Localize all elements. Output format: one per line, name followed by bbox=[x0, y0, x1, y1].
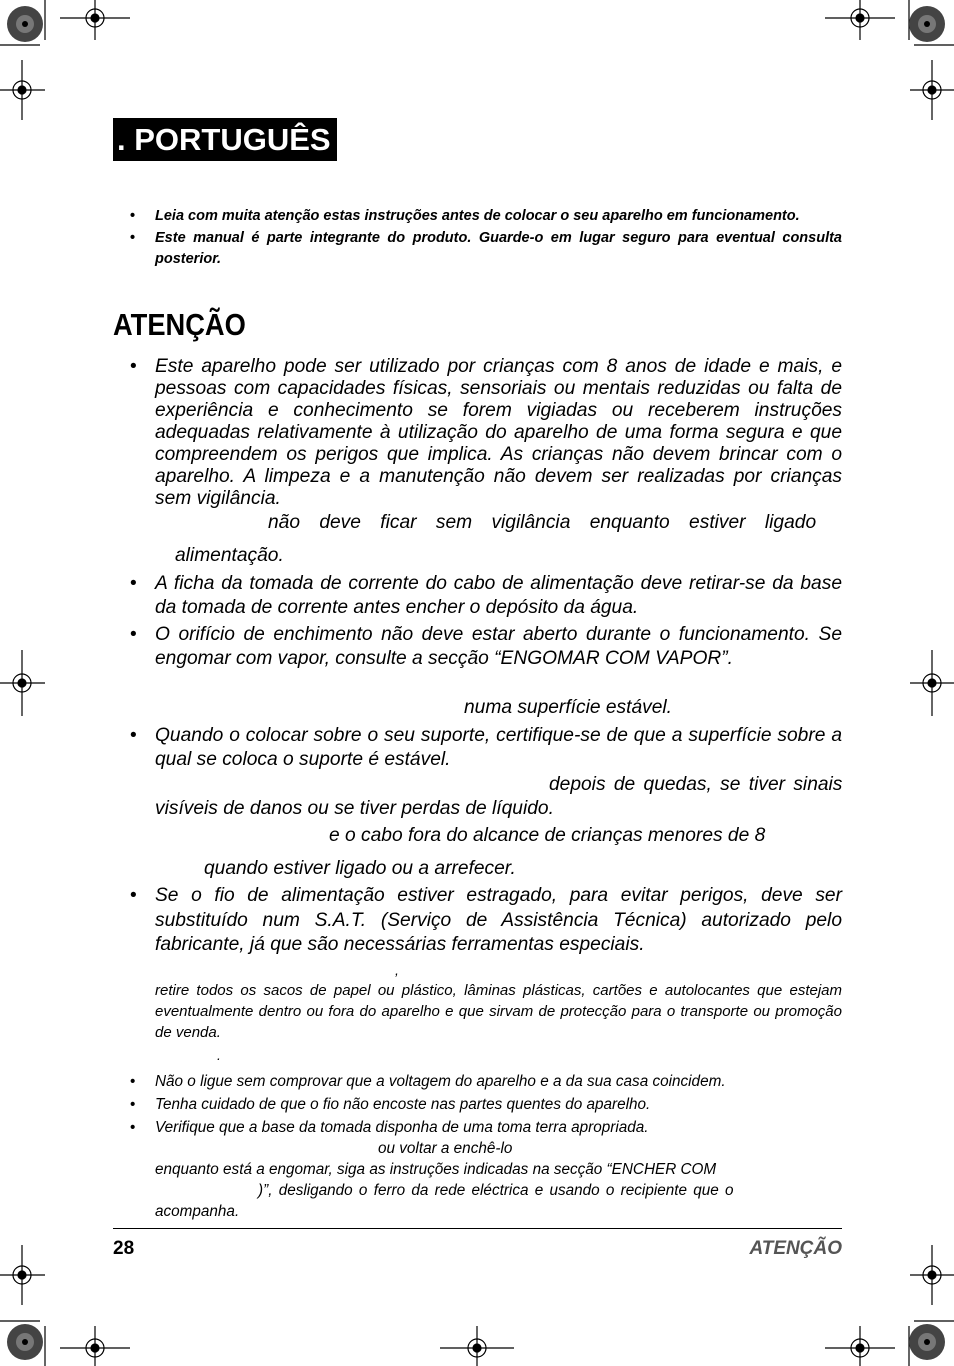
warning-text: O orifício de enchimento não deve estar aberto durante o funcionamento. Se engomar com vapor, consulte a secção “ENGOMAR COM VAPOR”. bbox=[155, 624, 842, 669]
star-target-mark bbox=[909, 6, 945, 42]
crosshair-mark bbox=[910, 650, 954, 716]
warning-list-small bbox=[130, 1071, 842, 1138]
crosshair-mark bbox=[0, 1245, 45, 1305]
bullet: • bbox=[130, 725, 137, 746]
warning-item bbox=[130, 356, 842, 510]
intro-note-text: Este manual é parte integrante do produto. Guarde-o em lugar seguro para eventual consulta posterior. bbox=[155, 230, 842, 267]
warning-text: Se o fio de alimentação estiver estragado, para evitar perigos, deve ser substituído num S.A.T. (Serviço de Assistência Técnica) autorizado pelo fabricante, já que são necessárias ferramentas especiais. bbox=[155, 885, 842, 955]
crosshair-mark bbox=[825, 0, 895, 40]
running-head: ATENÇÃO bbox=[749, 1238, 842, 1259]
bullet: • bbox=[130, 1073, 136, 1090]
star-target-mark bbox=[909, 1324, 945, 1360]
star-target-mark bbox=[7, 1324, 43, 1360]
warning-fragment: quando estiver ligado ou a arrefecer. bbox=[204, 858, 516, 879]
crosshair-mark bbox=[0, 650, 45, 716]
warning-text: Este aparelho pode ser utilizado por crianças com 8 anos de idade e mais, e pessoas com capacidades físicas, sensoriais ou mentais reduzidas ou falta de experiência e conhecimento se forem vigiadas ou receberem instruções adequadas relativamente à utilização do aparelho de uma forma segura e que compreendem os perigos que implica. As crianças não devem brincar com o aparelho. A limpeza e a manutenção não devem ser realizadas por crianças sem vigilância. bbox=[155, 356, 842, 509]
crosshair-mark bbox=[60, 1326, 130, 1366]
bullet: • bbox=[130, 356, 137, 377]
warning-fragment: acompanha. bbox=[155, 1203, 240, 1220]
crosshair-mark bbox=[60, 0, 130, 40]
warning-fragment: visíveis de danos ou se tiver perdas de líquido. bbox=[155, 798, 554, 819]
intro-note-text: Leia com muita atenção estas instruções antes de colocar o seu aparelho em funcionamento. bbox=[155, 208, 800, 224]
section-title: ATENÇÃO bbox=[113, 307, 246, 342]
warning-text: A ficha da tomada de corrente do cabo de alimentação deve retirar-se da base da tomada de corrente antes encher o depósito da água. bbox=[155, 573, 842, 618]
intro-notes bbox=[130, 206, 842, 271]
warning-text: Tenha cuidado de que o fio não encoste nas partes quentes do aparelho. bbox=[155, 1096, 651, 1113]
bullet: • bbox=[130, 230, 136, 246]
page-number: 28 bbox=[113, 1238, 135, 1259]
warning-fragment: numa superfície estável. bbox=[464, 697, 672, 718]
intro-note bbox=[130, 206, 842, 227]
crosshair-mark bbox=[825, 1326, 895, 1366]
warning-fragment: não deve ficar sem vigilância enquanto estiver ligado bbox=[268, 512, 817, 533]
warning-item bbox=[130, 884, 842, 958]
warning-text: Não o ligue sem comprovar que a voltagem do aparelho e a da sua casa coincidem. bbox=[155, 1073, 726, 1090]
warning-fragment: )”, desligando o ferro da rede eléctrica e usando o recipiente que o bbox=[258, 1182, 734, 1199]
warning-item bbox=[130, 724, 842, 772]
crosshair-mark bbox=[0, 60, 45, 120]
bullet: • bbox=[130, 1119, 136, 1136]
warning-item bbox=[130, 572, 842, 620]
bullet: • bbox=[130, 885, 137, 906]
bullet: • bbox=[130, 1096, 136, 1113]
warning-text: Verifique que a base da tomada disponha de uma toma terra apropriada. bbox=[155, 1119, 649, 1136]
warning-fragment: enquanto está a engomar, siga as instruções indicadas na secção “ENCHER COM bbox=[155, 1161, 717, 1178]
footer-divider bbox=[113, 1228, 842, 1229]
warning-item bbox=[130, 623, 842, 671]
crosshair-mark bbox=[910, 1245, 954, 1305]
bullet: • bbox=[130, 208, 136, 224]
warning-fragment: , bbox=[395, 962, 399, 978]
intro-note bbox=[130, 228, 842, 270]
language-banner: . PORTUGUÊS bbox=[113, 118, 337, 161]
star-target-mark bbox=[7, 6, 43, 42]
warning-fragment: ou voltar a enchê-lo bbox=[378, 1140, 513, 1157]
warning-fragment: alimentação. bbox=[175, 545, 284, 566]
warning-text: Quando o colocar sobre o seu suporte, certifique-se de que a superfície sobre a qual se coloca o suporte é estável. bbox=[155, 725, 842, 770]
packaging-note: retire todos os sacos de papel ou plástico, lâminas plásticas, cartões e autolocantes que estejam eventualmente dentro ou fora do aparelho e que sirvam de protecção para o transporte ou promoção de venda. bbox=[155, 982, 842, 1041]
warning-fragment: e o cabo fora do alcance de crianças menores de 8 bbox=[329, 825, 766, 846]
bullet: • bbox=[130, 573, 137, 594]
crosshair-mark bbox=[910, 60, 954, 120]
bullet: • bbox=[130, 624, 137, 645]
crosshair-mark bbox=[440, 1326, 514, 1366]
warning-fragment: . bbox=[217, 1047, 221, 1063]
warning-fragment: depois de quedas, se tiver sinais bbox=[549, 774, 843, 795]
